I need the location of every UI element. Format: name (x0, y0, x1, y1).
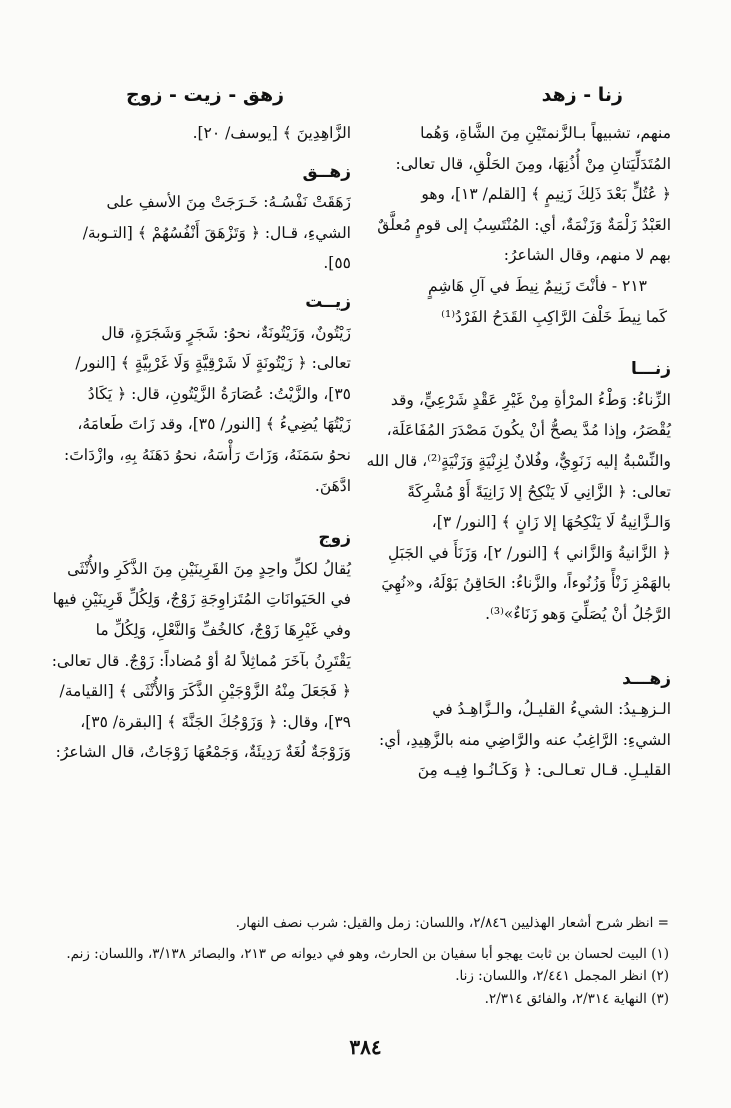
poem-verse-first: ٢١٣ - فأنْتَ زَنِيمٌ نِيطَ في آلِ هَاشِمٍ (428, 276, 647, 295)
page-number: ٣٨٤ (349, 1035, 382, 1059)
footnote: (٣) النهاية ٢/٣١٤، والفائق ٢/٣١٤. (484, 990, 669, 1007)
text-line: القليـلِ. قـال تعـالـى: ﴿ وَكَـانُـوا فِيـه مِنَ (417, 761, 671, 780)
text-line: المُتَدَلِّيَتانِ مِنْ أُذُنِهَا، ومِنَ الحَلْقِ، قال تعالى: (395, 154, 671, 173)
text-line: الشيءِ: الرَّاغِبُ عنه والرَّاضِي منه بالزَّهِيدِ، أي: (378, 730, 671, 749)
text-line: ٣٥]، والزَّيْتُ: عُصَارَةُ الزَّيْتُونِ، قال: ﴿ يَكَادُ (87, 384, 351, 403)
footnote: (١) البيت لحسان بن ثابت يهجو أبا سفيان بن الحارث، وهو في ديوانه ص ٢١٣، والبصائر ٣/١٣٨، واللسان: زنم. (66, 945, 669, 962)
text-line: الزَّاهِدِينَ ﴾ [يوسف/ ٢٠]. (192, 124, 351, 142)
text-line: الـزهِـيدُ: الشيءُ القليـلُ، والـزَّاهِـدُ في (432, 700, 671, 719)
left-column (33, 118, 351, 768)
text-line: الرَّجُلُ أنْ يُصَلِّيَ وَهو زَنَاءٌ»⁽³⁾. (485, 604, 671, 623)
text-line: في الحَيَوانَاتِ المُتَزاوِجَةِ زَوْجٌ، وَلِكُلِّ قَرِينَيْنِ فيها (52, 590, 351, 609)
text-line: زَهَقَتْ نَفْسُـهُ: خَـرَجَتْ مِنَ الأسفِ على (106, 193, 351, 212)
footnote-continuation: = انظر شرح أشعار الهذليين ٢/٨٤٦، واللسان: زمل والقيل: شرب نصف النهار. (235, 915, 669, 931)
entry-heading-zayt: زيــت (305, 291, 351, 312)
text-line: وَزَوْجَةٌ لُغَةٌ رَدِيئَةٌ، وَجَمْعُهَا زَوْجَاتٌ، قال الشاعرُ: (55, 743, 351, 762)
text-line: ٣٩]، وقال: ﴿ وَزَوْجُكَ الجَنَّةَ ﴾ [البقرة/ ٣٥]، (80, 712, 351, 731)
text-line: يُقالُ لكلِّ واحِدٍ مِنَ القَرِينَيْنِ مِنَ الذَّكَرِ والأُنْثَى (67, 559, 351, 578)
text-line: والنِّسْبةُ إليه زَنَوِيٌّ، وفُلانٌ لِزِنْيَةٍ وَزَنْيَةٍ⁽²⁾، قال الله (366, 451, 671, 470)
entry-heading-zawj: زوج (318, 528, 351, 549)
text-line: ﴿ الزَّانيةُ وَالزَّاني ﴾ [النور/ ٢]، وَزَنَأَ في الجَبَلِ (387, 543, 671, 562)
text-line: وَالـزَّانِيةُ لَا يَنْكِحُهَا إلا زَانٍ ﴾ [النور/ ٣]، (431, 513, 671, 532)
entry-heading-zuhd: زهـــد (622, 668, 671, 689)
text-line: يُقْصَرُ، وإذا مُدَّ يصحُّ أنْ يكُونَ مَصْدَرَ المُفَاعَلَة، (386, 421, 671, 440)
poem-verse-second: كَما نِيطَ خَلْفَ الرَّاكِبِ القَدَحُ الفَرْدُ⁽¹⁾ (441, 307, 667, 326)
text-line: ادَّهَنَ. (314, 476, 351, 495)
text-line: تعالى: ﴿ الزَّانِي لَا يَنْكِحُ إلا زَانِيَةً أَوْ مُشْرِكَةً (407, 482, 671, 501)
text-line: ٥٥]. (323, 254, 351, 273)
text-line: الزِّناءُ: وَطْءُ المرْأةِ مِنْ غَيْرِ عَقْدٍ شَرْعِيٍّ، وقد (390, 390, 671, 409)
text-line: زَيْتُونٌ، وَزَيْتُونَةٌ، نحوُ: شَجَرٍ وَشَجَرَةٍ، قال (101, 323, 351, 342)
text-line: منهم، تشبيهاً بـالزَّنمتَيْنِ مِنَ الشَّاةِ، وَهُما (420, 124, 671, 142)
text-line: ﴿ فَجَعَلَ مِنْهُ الزَّوْجَيْنِ الذَّكَرَ وَالأُنْثَى ﴾ [القيامة/ (59, 682, 351, 701)
text-line: نحوُ سَمَنَهُ، وَزَاتَ رَأْسَهُ، نحوُ دَهَنَهُ بِهِ، وازْدَاتَ: (63, 445, 351, 464)
right-column (355, 118, 671, 786)
text-line: بالهَمْزِ زَنْأً وَزُنُوءاً، والزَّناءُ: الحَاقِنُ بَوْلَهُ، و«نُهِيَ (381, 574, 671, 593)
footnote: (٢) انظر المجمل ٢/٤٤١، واللسان: زنا. (455, 968, 669, 984)
text-line: وفي غَيْرِهَا زَوْجٌ، كالخُفِّ وَالنَّعْلِ، وَلِكُلِّ ما (95, 620, 351, 639)
text-line: بهم لا منهم، وقال الشاعرُ: (503, 246, 671, 265)
footnotes (40, 912, 669, 1010)
running-header-right: زنا - زهد (541, 84, 623, 106)
text-line: العَبْدُ زَلْمَةٌ وَزَنْمَةٌ، أي: المُنْتَسِبُ إلى قومٍ مُعلَّقٌ (377, 215, 671, 234)
running-header-left: زهق - زيت - زوج (126, 84, 285, 106)
text-line: زَيْتُهَا يُضِيءُ ﴾ [النور/ ٣٥]، وقد زَاتَ طَعامَهُ، (77, 415, 351, 434)
text-line: الشيءِ، قـال: ﴿ وَتَزْهَقَ أَنْفُسُهُمْ ﴾ [التـوبة/ (82, 223, 351, 242)
entry-heading-zahaq: زهــق (302, 161, 351, 182)
entry-heading-zina: زنـــا (631, 359, 671, 380)
text-line: ﴿ عُتُلٍّ بَعْدَ ذَلِكَ زَنِيمٍ ﴾ [القلم/ ١٣]، وهو (421, 185, 671, 204)
text-line: يَقْتَرِنُ بآخَرَ مُماثِلاً لهُ أوْ مُضاداً: زَوْجٌ. قال تعالى: (51, 651, 351, 670)
text-line: تعالى: ﴿ زَيْتُونَةٍ لَا شَرْقِيَّةٍ وَلَا غَرْبِيَّةٍ ﴾ [النور/ (75, 354, 351, 373)
